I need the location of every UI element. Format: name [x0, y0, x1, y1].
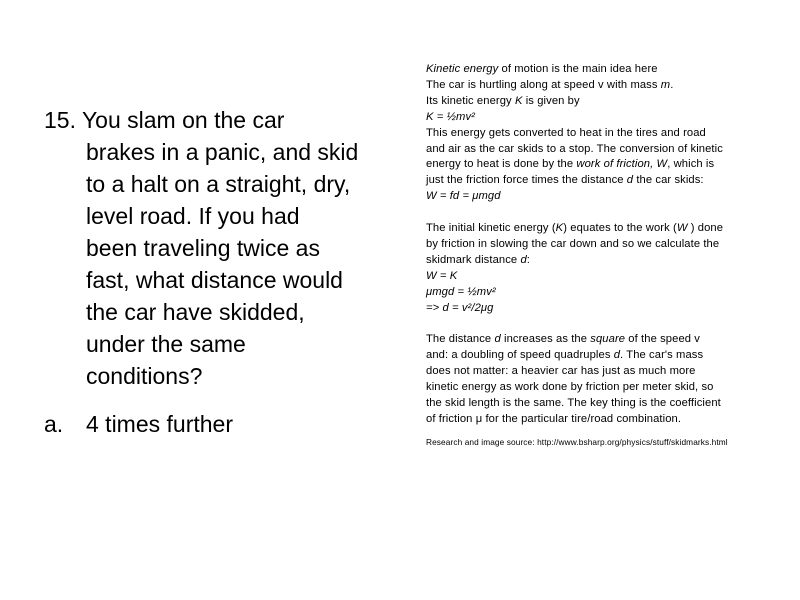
question-block	[44, 104, 410, 440]
explanation-line	[426, 173, 786, 189]
variable-d: d	[626, 174, 634, 187]
equation-w-equals-k: W = K	[426, 269, 458, 282]
square-term: square	[590, 333, 626, 346]
explanation-line	[426, 157, 786, 173]
explanation-line	[426, 94, 786, 110]
question-line: 15. You slam on the car	[44, 107, 285, 133]
variable-k: K	[514, 94, 523, 107]
equation-balance: μmgd = ½mv²	[426, 285, 496, 298]
question-line: conditions?	[86, 363, 203, 389]
explanation-line: kinetic energy as work done by friction per meter skid, so	[426, 381, 714, 394]
paragraph-gap	[426, 428, 786, 434]
question-line: been traveling twice as	[86, 235, 320, 261]
variable-m: m	[660, 78, 671, 91]
explanation-line	[426, 78, 786, 94]
explanation-text: Its kinetic energy	[426, 94, 515, 107]
variable-d: d	[520, 253, 527, 266]
explanation-text: .	[670, 78, 674, 91]
explanation-line: does not matter: a heavier car has just as much more	[426, 365, 696, 378]
question-line: brakes in a panic, and skid	[86, 139, 359, 165]
variable-d: d	[613, 349, 621, 362]
explanation-line: This energy gets converted to heat in the tires and road	[426, 126, 706, 139]
source-citation: Research and image source: http://www.bsharp.org/physics/stuff/skidmarks.html	[426, 436, 728, 447]
explanation-text: increases as the	[500, 333, 591, 346]
explanation-line	[426, 253, 786, 269]
kinetic-energy-term: Kinetic energy	[426, 63, 499, 75]
explanation-line: the skid length is the same. The key thing is the coefficient	[426, 397, 721, 409]
explanation-text: of motion is the main idea here	[498, 63, 658, 75]
explanation-block	[426, 62, 786, 448]
question-line: to a halt on a straight, dry,	[86, 171, 351, 197]
explanation-text: is given by	[522, 94, 580, 107]
equation-result: => d = v²/2μg	[426, 301, 494, 314]
explanation-line	[426, 221, 786, 237]
explanation-line	[426, 332, 786, 348]
variable-w: W	[676, 222, 688, 235]
paragraph-gap	[426, 316, 786, 332]
explanation-line: of friction μ for the particular tire/road combination.	[426, 412, 682, 425]
explanation-text: The car is hurtling along at speed v with mass	[426, 78, 661, 91]
question-line: level road. If you had	[86, 203, 300, 229]
explanation-text: ) done	[687, 222, 724, 235]
explanation-text: , which is	[667, 158, 715, 171]
answer-text: 4 times further	[86, 411, 233, 437]
explanation-line: and air as the car skids to a stop. The conversion of kinetic	[426, 142, 723, 155]
explanation-line: by friction in slowing the car down and so we calculate the	[426, 237, 720, 250]
explanation-text: just the friction force times the distance	[426, 174, 627, 187]
work-of-friction-term: work of friction, W	[576, 158, 668, 171]
explanation-text: The initial kinetic energy (	[426, 222, 556, 235]
answer-item	[44, 408, 410, 440]
variable-k: K	[555, 222, 564, 235]
explanation-text: energy to heat is done by the	[426, 158, 577, 171]
explanation-line	[426, 348, 786, 364]
explanation-text: the car skids:	[633, 174, 704, 187]
explanation-text: and: a doubling of speed quadruples	[426, 349, 614, 362]
explanation-text: . The car's mass	[620, 349, 704, 362]
question-line: the car have skidded,	[86, 299, 305, 325]
explanation-text: :	[526, 253, 530, 266]
answer-marker: a.	[44, 411, 64, 437]
question-line: fast, what distance would	[86, 267, 343, 293]
explanation-text: ) equates to the work (	[563, 222, 677, 235]
explanation-text: The distance	[426, 333, 495, 346]
explanation-text: skidmark distance	[426, 253, 521, 266]
paragraph-gap	[426, 205, 786, 221]
variable-d: d	[494, 333, 501, 346]
equation-kinetic-energy: K = ½mv²	[426, 110, 475, 123]
explanation-text: of the speed v	[625, 333, 700, 346]
question-line: under the same	[86, 331, 246, 357]
equation-work: W = fd = μmgd	[426, 190, 501, 203]
explanation-line	[426, 62, 786, 78]
